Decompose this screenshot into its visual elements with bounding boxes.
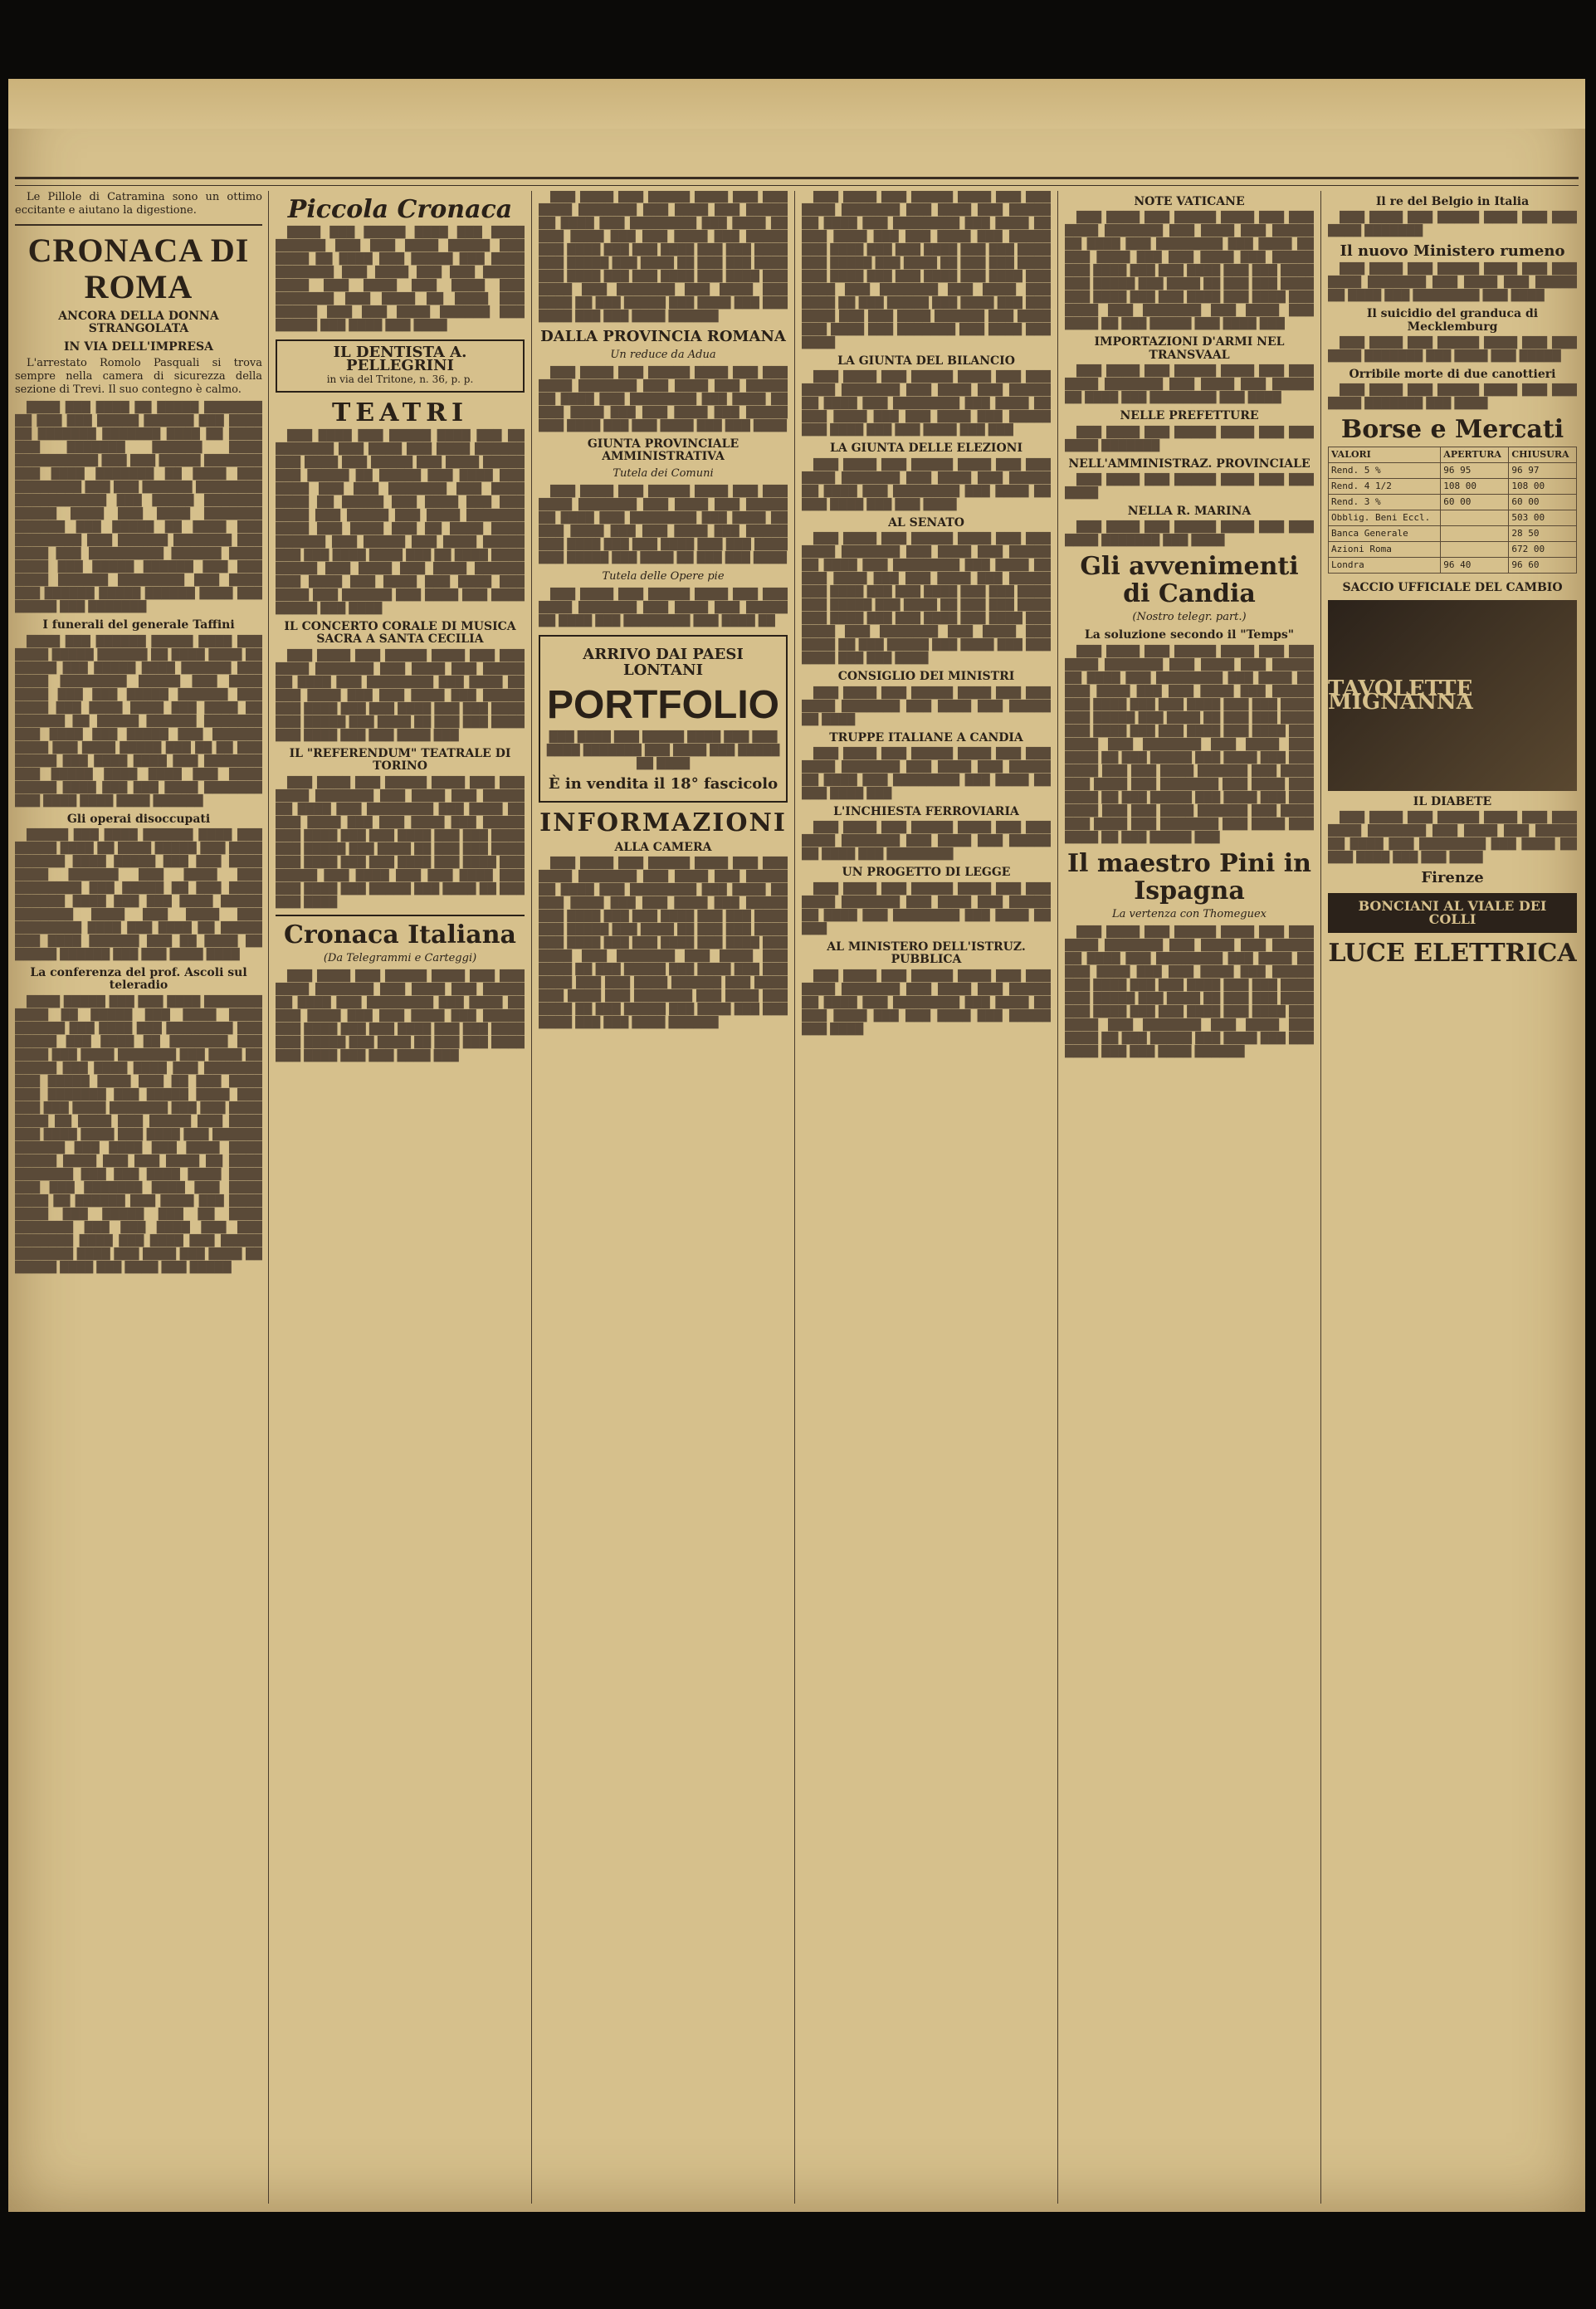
text-block: ███ ████ ███ █████ ████ ███ ███ ████ ███████ ███ ████ [1328,384,1577,411]
column-divider [1320,191,1321,2204]
text-block: ███ ████ ███ █████ ████ ███ ███ ████ [1065,473,1314,500]
table-cell: Rend. 5 % [1329,463,1441,479]
text-block: ████ ███ ████ ██ █████ ███████ ██ ███ ███ █████ ██████ ███ ████ ██ ███████ ███████ ████ ██ ████ ███ ███████ ██████ ████ ██████████ ███ ███ █████ ███████ ███ ████ ███████ ██ ████ ███ ████████ ███ ███ ██████ ████████ ███████████ ███ █████ ███████ █████ ████ ███ ████ ███████ ██████ ███ █████ ██ ████ ███ ████████ ███ ██████ ███████ ███ ████ ███ █████████ ██████ ████ ████ ███ █████ ██████ ███ ███ ████ ██████ ████████ ███ ████ ███ ██████ █████ ██████ ████ ███ █████ ███ ███████ [15,402,262,614]
column-6 [1328,191,1577,2204]
table-cell: 108 00 [1509,479,1577,495]
text-block: ███ ████ ███ █████ ████ ███ ███ ████ ███████ ███ ████ ███ █████ ██ ████ ███ ████████ ███ ████ ██ ███ ████ ███ ███ ████ ███ █████ ███ ████ ███ ███ ████ ███ ███ [802,371,1051,437]
pini-title: Il maestro Pini in Ispagna [1067,848,1311,906]
informazioni-title: INFORMAZIONI [539,808,787,837]
column-1 [15,191,262,2204]
progetto-headline: UN PROGETTO DI LEGGE [842,866,1011,880]
table-cell: 96 40 [1441,558,1509,574]
column-4 [802,191,1051,2204]
text-block: ████ ███ █████ ████ ███ ████ ██████ ███ ███ ████ █████ ███ ████ ██ ████ ███ █████ ███ ████ ███████ ███ ████ ███ ███ █████ ████ ███ ████ ███ ████ ███ ███████ ███ ████ ██ ████ ███ █████ ███ ███ ████ ██████ ███ █████ ███ ████ ███ ████ [276,227,525,332]
column-3 [539,191,788,2204]
marina-headline: NELLA R. MARINA [1127,504,1252,518]
table-row [1329,526,1577,542]
text-block: ███ ████ ███ █████ ████ ███ ███ ████ ███████ [1328,212,1577,238]
borse-title: Borse e Mercati [1340,415,1564,445]
table-cell: Azioni Roma [1329,542,1441,558]
table-header: VALORI [1329,447,1441,463]
fascicolo-line: È in vendita il 18° fascicolo [548,774,778,793]
page-fold-shadow [8,79,1585,129]
prefetture-headline: NELLE PREFETTURE [1120,409,1259,423]
luce-elettrica-title: LUCE ELETTRICA [1328,938,1577,968]
cronaca-italiana-subtitle: (Da Telegrammi e Carteggi) [323,951,477,964]
table-cell [1441,526,1509,542]
column-divider [268,191,269,2204]
article-body: L'arrestato Romolo Pasquali si trova sempre nella camera di sicurezza della sezione di Trevi. Il suo contegno è calmo. [15,357,262,397]
table-row [1329,479,1577,495]
table-cell: Rend. 4 1/2 [1329,479,1441,495]
tavolette-ad-text: TAVOLETTE MIGNANNA [1328,676,1473,715]
headline-impresa: IN VIA DELL'IMPRESA [63,339,213,354]
text-block: ███ ████ ███ █████ ████ ███ ███ ████ ███████ ███ ████ ███ █████ ██ ████ ███ ████████ ███ ████ ██ ███ [802,882,1051,935]
candia-subtitle: (Nostro telegr. part.) [1132,611,1247,624]
ministri-headline: CONSIGLIO DEI MINISTRI [837,670,1015,684]
masthead-rule [15,177,1579,179]
arrivo-headline: ARRIVO DAI PAESI LONTANI [583,645,744,680]
table-row [1329,558,1577,574]
table-row [1329,495,1577,510]
table-row [1329,542,1577,558]
temps-headline: La soluzione secondo il "Temps" [1084,628,1295,642]
belgio-headline: Il re del Belgio in Italia [1375,195,1530,208]
cronaca-italiana-title: Cronaca Italiana [276,915,525,949]
headline-ascoli: La conferenza del prof. Ascoli sul teleradio [30,965,247,993]
senato-headline: AL SENATO [888,515,964,530]
column-divider [794,191,795,2204]
amministrazione-headline: NELL'AMMINISTRAZ. PROVINCIALE [1068,456,1310,471]
table-cell: 108 00 [1441,479,1509,495]
table-cell: 503 00 [1509,510,1577,526]
table-cell: Rend. 3 % [1329,495,1441,510]
teatri-title: TEATRI [331,398,469,427]
text-block: █████ ███ ████ ██████ ████ ███ █████ ████ ██ ████ █████ ███ ████ ██████ ████ █████ ███ ███ ████ ████ ██████ ███ ████ ███ ████████ ███ █████ ██ ███ ████ ██████ ████ ███ ███ ████ █████ ███████ ████ ███ ████ ███ ████████ ████ ███ ████ ██ █████ ███ ████ ██████ ███ ██ ████ ██ █████ ██████ ███ ███ ████ ████ [15,828,262,961]
text-block: ███ ████ ███ █████ ████ ███ ███ ████ ███████ ███ ████ ███ █████ ██ ████ ███ ████████ ███ ████ ██ [539,588,788,627]
masthead-rule-thin [15,185,1579,186]
provincia-romana-title: DALLA PROVINCIA ROMANA [540,328,786,345]
bonciani-text: BONCIANI AL VIALE DEI COLLI [1358,897,1547,927]
piccola-cronaca-title: Piccola Cronaca [287,195,513,224]
canottieri-headline: Orribile morte di due canottieri [1349,367,1556,381]
text-block: ███ ████ ███ █████ ████ ███ ███ ████ ███████ ███ ████ ███ █████ ██ ████ ███ ████████ ███ ████ ██ ███ ████ ███ ███ ████ ███ █████ ███ ████ ███ ███ ████ ███ ███ ████ ███ █████ ███ ████ ██ ███ ███ ████ ███ ████ ███ ███ ████ ███ ████ ███ ████ ███ ███████ ███ ████ ███ ████ ██ ███ █████ ███ ████ ███ ███ ████ ███ ███ ████ ██████ [539,191,788,323]
inchiesta-headline: L'INCHIESTA FERROVIARIA [833,804,1019,818]
table-row [1329,463,1577,479]
text-block: ███ ████ ███ █████ ████ ███ ███ ████ ███████ ███ ████ ███ █████ ██ ████ [546,730,780,770]
text-block: ███ ████ ███ █████ ████ ███ ███ ████ ███████ ███ ████ ███ █████ ██ ████ ███ ████████ [802,822,1051,862]
table-header: APERTURA [1441,447,1509,463]
vaticane-headline: NOTE VATICANE [1134,195,1245,208]
diabete-headline: IL DIABETE [1413,794,1492,808]
table-cell [1441,510,1509,526]
column-divider [531,191,532,2204]
text-block: ███ ████ ███ █████ ████ ███ ███ ████ ███████ ███ ████ ███ █████ ██ ████ ███ ████████ ███ ████ ██ ███ ████ ███ ███ ████ [802,458,1051,511]
tavolette-ad-image [1328,600,1577,791]
table-cell: Londra [1329,558,1441,574]
istruzione-headline: AL MINISTERO DELL'ISTRUZ. PUBBLICA [827,940,1026,967]
divider [15,224,262,226]
giunta-amministrativa-title: GIUNTA PROVINCIALE AMMINISTRATIVA [587,437,739,464]
column-2 [276,191,525,2204]
transvaal-headline: IMPORTAZIONI D'ARMI NEL TRANSVAAL [1094,335,1285,362]
table-cell: 60 00 [1509,495,1577,510]
table-row [1329,510,1577,526]
text-block: ███ ████ ███ █████ ████ ███ ███ ████ ███████ ███ ████ ███ █████ ██ ████ ███ ████████ ███ ████ ██ ███ ████ ███ ███ ████ ███ █████ ███ ████ ███ ███ ████ ███ ███ ████ ███ █████ ███ ████ ██ ███ ███ ████ ███ ████ ███ ███ ████ ███ ████ ███ ████ ███ ███████ ███ ████ ███ ████ ██ ███ █████ ███ ████ ███ ███ ████ ███ ███ ████ [802,533,1051,666]
text-block: ███ ████ ███ █████ ████ ███ ███ ████ ███████ ███ ████ ███ █████ ██ ████ ███ ████████ ███ ████ ██ ███ ████ ███ ███ ████ ███ █████ ███ ████ ███ ███ ████ ███ ███ ████ ███ █████ ███ ████ ██ ███ ███ ████ ███ ████ ███ ███ ████ ███ ████ ███ ████ ███ ███████ ███ ████ ███ ████ ██ ███ █████ ███ ████ ███ ███ ████ ███ ███ ████ ██████ ███ ████ ███ ████ ███ ███████ ███ ████ ███ ████ ██ ███ █████ ███ ████ ███ ███ ████ ███ ███ ████ ██████ [539,857,788,1030]
text-block: ███ ████ ███ █████ ████ ███ ███ ████ ███████ ███ ████ ███ █████ ██ ████ ███ ████████ ███ ████ ██ ███ ████ ███ ███ ████ ███ █████ ███ ████ ███ ███ ████ ███ ███ ████ [539,366,788,432]
text-block: ███ ████ ███ █████ ████ ███ ███ ████ ███████ ███ ████ ███ █████ ██ ████ ███ ████████ ███ ████ [1065,365,1314,405]
text-block: ███ ████ ███ █████ ████ ███ ███ ████ ███████ ███ ████ ███ █████ ██ ████ ███ ████████ ███ ████ ██ ███ ████ ███ ███ ████ ███ █████ ███ ████ ███ ███ ████ ███ ███ ████ ███ █████ ███ ████ ██ ███ ███ ████ ███ ████ ███ ███ ████ ███ ████ ███ █████ ███ ████ ███ ███ ████ ███ ███ ████ ███ █████ ███ ████ ██ ███ ███ ████ [276,776,525,909]
dentist-ad [276,339,525,393]
alla-camera-headline: ALLA CAMERA [614,840,712,854]
text-block: ███ ████ ███ █████ ████ ███ ███ ████ ███████ ███ ████ ███ █████ ██ ████ ███ ████████ ███ ████ ██ ███ ████ ███ ███ ████ ███ █████ ███ ████ [802,969,1051,1036]
headline-operai: Gli operai disoccupati [66,812,211,826]
table-cell: 96 95 [1441,463,1509,479]
column-5 [1065,191,1314,2204]
portfolio-ad [539,635,788,803]
rumeno-headline: Il nuovo Ministero rumeno [1340,242,1565,261]
text-block: ███ ████ ███ █████ ████ ███ ███ ████ ███████ ███ ████ ███ █████ ██ ████ ███ ████████ ███ ████ ██ ███ ████ ███ ███ ████ ███ █████ ███ ████ ███ ███ ████ ███ ███ ████ ███ █████ ███ ████ ██ ███ ███ ████ ███ ████ ███ ███ ████ ███ [276,969,525,1062]
pini-subtitle: La vertenza con Thomeguex [1111,907,1267,920]
newspaper-page [8,79,1585,2212]
opere-pie-subtitle: Tutela delle Opere pie [602,569,725,583]
dentist-address: in via del Tritone, n. 36, p. p. [326,373,474,385]
candia-title: Gli avvenimenti di Candia [1080,552,1299,609]
text-block: ███ ████ ███ █████ ████ ███ ███ ████ ███████ ███ ████ ███ █████ ██ ████ ███ ████████ ███ ████ ██ ███ ████ ███ ███ ████ ███ █████ ███ ████ ███ ███ ████ ███ ███ ████ ███ █████ ███ ████ ██ ███ ███ ████ ███ ████ ███ ███ ████ ███ ████ ███ ████ ███ ███████ ███ ████ ███ ████ ██ ███ █████ ███ ████ ███ ███ ████ ███ ███ ████ ██████ [1065,925,1314,1058]
cronaca-roma-title: CRONACA DI ROMA [27,232,250,305]
text-block: ███ ████ ███ █████ ████ ███ ███ ████ ███████ ███ ████ ███ █████ ██ ████ ███ ████████ ███ ████ [1328,263,1577,303]
table-cell: 96 60 [1509,558,1577,574]
headline-taffini: I funerali del generale Taffini [42,618,235,632]
text-block: ███ ████ ███ █████ ████ ███ ██ ███████ ███ ████ ███ ████ ██████ ███ ████ ███ █████ ███ ████ █████ ███ █████ ██ █████ ███ ████ ███ ████ ███ ███ ███████ ███ ████ ████ ██ █████ ███ ████ ███ ███ ████ ███ █████ ███ ████ ███████ ████ ███ ████ ███ ██ ████ ████ ██████ ███ █████ ███ ████ █████ ███ ███ ████ ████ ███ ██ ████ ████ █████ ███ ████ ███ ████ ██████ ███ ████ ███ ████ ███ ████ ███ ████ ███ ██████ ███ ████ ███ ████ █████ ███ ████ [276,430,525,615]
pill-notice: Le Pillole di Catramina sono un ottimo eccitante e aiutano la digestione. [15,191,262,217]
referendum-headline: IL "REFERENDUM" TEATRALE DI TORINO [289,746,511,774]
table-cell: Banca Generale [1329,526,1441,542]
mecklemburg-headline: Il suicidio del granduca di Mecklemburg [1366,307,1539,334]
table-cell: Obblig. Beni Eccl. [1329,510,1441,526]
saggio-headline: SACCIO UFFICIALE DEL CAMBIO [1342,581,1563,595]
text-block: ███ ████ ███ █████ ████ ███ ███ ████ ███████ [1065,426,1314,452]
elezioni-headline: LA GIUNTA DELLE ELEZIONI [829,442,1023,456]
giunta-subtitle: Tutela dei Comuni [613,466,714,480]
text-block: ███ ████ ███ █████ ████ ███ ███ ████ ███████ ███ ████ ███ █████ ██ ████ [802,686,1051,726]
text-block: ███ ████ ███ █████ ████ ███ ███ ████ ███████ ███ ████ ███ █████ ██ ████ ███ ████████ ███ ████ ██ ███ ████ ███ ███ ████ ███ █████ ███ ████ ███ ███ ████ ███ ███ ████ ███ █████ ███ ████ ██ ███ ███ ████ ███ ████ ███ ███ ████ ███ ████ ███ ████ ███ ███████ ███ ████ ███ ████ ██ ███ █████ ███ ████ ███ ███ ████ ███ ███ ████ ██████ ███ ████ ███ ████ ███ ███████ ███ ████ ███ ████ [802,191,1051,349]
text-block: ███ ████ ███ █████ ████ ███ ███ ████ ███████ ███ ████ ███ █████ ██ ████ ███ ████████ ███ ████ ██ ███ ████ ███ [802,747,1051,800]
dentist-name: IL DENTISTA A. PELLEGRINI [333,344,467,374]
text-block: ████ █████ ███ ███ ████ ███████ ████ ██ █████ ███ ████ ████ ██████ ███ ████ ███ ████████ ███ █████ ███ ████ ██ ███████ ███ ████ ███ ████ ███████ ███ ████ ██ █████ ███ ████ ████ ███ ███████ ███ █████ ████ ███ ██ ███ ████ ███ ███████ ███ █████ ████ ███ ███ ███ ████ ███████ ███ ███ ████ ████ ██ ████ ███ █████ ███ ████ ███ ████ ████ ███ ████ ███ ██████ ██████ ███ ████ ███ ████ ████ █████ ████ ███ ███ ████ ██ ████ ███████ ███ ███ ████ ████ ████ ███ ███ ███████ ████ ███ ████ ████ ██ ██████ ███ ████ ███ ████ ████ ███ █████ ███ ██ ████ ███████ ███ ███ ████ ███ ███ ███████ ████ ███ ████ ███ █████ ███████ ████ ███ ████ ███ ████ ██ █████ ████ ███ ████ ███ █████ [15,995,262,1274]
exchange-table [1328,447,1577,574]
table-cell: 60 00 [1441,495,1509,510]
text-block: ███ ████ ███ █████ ████ ███ ███ ████ ███████ ███ ████ [1065,521,1314,548]
text-block: ███ ████ ███ █████ ████ ███ ███ ████ ███████ ███ ████ ███ █████ ██ ████ ███ ████████ ███ ████ ██ ███ ████ ███ ███ ████ ███ █████ ███ ████ ███ ███ ████ ███ ███ ████ ███ █████ ███ ████ ██ ███ ███ ████ ███ ████ ███ ███ ████ ███ ████ ███ ████ ███ ███████ ███ ████ ███ ████ ██ ███ █████ ███ ████ ███ ███ ████ ███ ███ ████ ██████ ███ ████ ███ ████ ███ ███████ ███ ████ ███ ████ ██ ███ █████ ███ ████ ███ ███ ████ ███ ███ ████ ██████ ███ ████ ███ ████ ███ ███████ ███ ████ ███ ████ ██ ███ █████ ███ [1065,645,1314,844]
table-header: CHIUSURA [1509,447,1577,463]
text-block: ███ ████ ███ █████ ████ ███ ███ ████ ███████ ███ ████ ███ █████ ██ ████ ███ ████████ ███ ████ ██ ███ ████ ███ ███ ████ [1328,812,1577,865]
table-cell: 672 00 [1509,542,1577,558]
text-block: ███ ████ ███ █████ ████ ███ ███ ████ ███████ ███ ████ ███ █████ [1328,336,1577,363]
bonciani-ad [1328,893,1577,933]
firenze-label: Firenze [1421,869,1484,887]
text-block: ████ ███ ██████ █████ ████ ███ ████ █████ ██████ ██ ████ ████ ██ █████ ███ █████ ████ ██████ ███ ████ ████████ █████ ███ ████ ████ ███ ███ █████ ██████ ███ ████ ███ ████ ████ ███ ████ ██ ██████ ██ █████ ██████ ███████ ███ ████ ███ █████ ███ ██████ ████ ███ ████ █████ ███ ██ ██ ███ █████ ███ ████ ████ ███ ███████ ███ █████ ████ ████ ███ ████ █████ ████ ███ ███ ████ ███████ ███ ████ ████ ████ ██████ [15,635,262,808]
bilancio-headline: LA GIUNTA DEL BILANCIO [837,354,1015,368]
table-cell [1441,542,1509,558]
text-block: ███ ████ ███ █████ ████ ███ ███ ████ ███████ ███ ████ ███ █████ ██ ████ ███ ████████ ███ ████ ██ ███ ████ ███ ███ ████ ███ █████ ███ ████ ███ ███ ████ ███ ███ ████ ███ █████ ███ ████ ██ ███ ███ ████ [539,485,788,564]
portfolio-title: PORTFOLIO [547,683,779,728]
table-cell: 28 50 [1509,526,1577,542]
table-cell: 96 97 [1509,463,1577,479]
truppe-headline: TRUPPE ITALIANE A CANDIA [829,730,1023,744]
concert-headline: IL CONCERTO CORALE DI MUSICA SACRA A SANTA CECILIA [284,620,516,647]
provincia-romana-subtitle: Un reduce da Adua [610,348,716,361]
column-divider [1057,191,1058,2204]
headline-strangled: ANCORA DELLA DONNA STRANGOLATA [58,310,219,336]
text-block: ███ ████ ███ █████ ████ ███ ███ ████ ███████ ███ ████ ███ █████ ██ ████ ███ ████████ ███ ████ ██ ███ ████ ███ ███ ████ ███ █████ ███ ████ ███ ███ ████ ███ ███ ████ ███ █████ ███ ████ ██ ███ ███ ████ ███ ████ ███ ███ ████ ███ [276,649,525,742]
text-block: ███ ████ ███ █████ ████ ███ ███ ████ ███████ ███ ████ ███ █████ ██ ████ ███ ████████ ███ ████ ██ ███ ████ ███ ███ ████ ███ █████ ███ ████ ███ ███ ████ ███ ███ ████ ███ █████ ███ ████ ██ ███ ███ ████ ███ ████ ███ ███ ████ ███ ████ ███ ████ ███ ███████ ███ ████ ███ ████ ██ ███ █████ ███ ████ ███ [1065,212,1314,331]
